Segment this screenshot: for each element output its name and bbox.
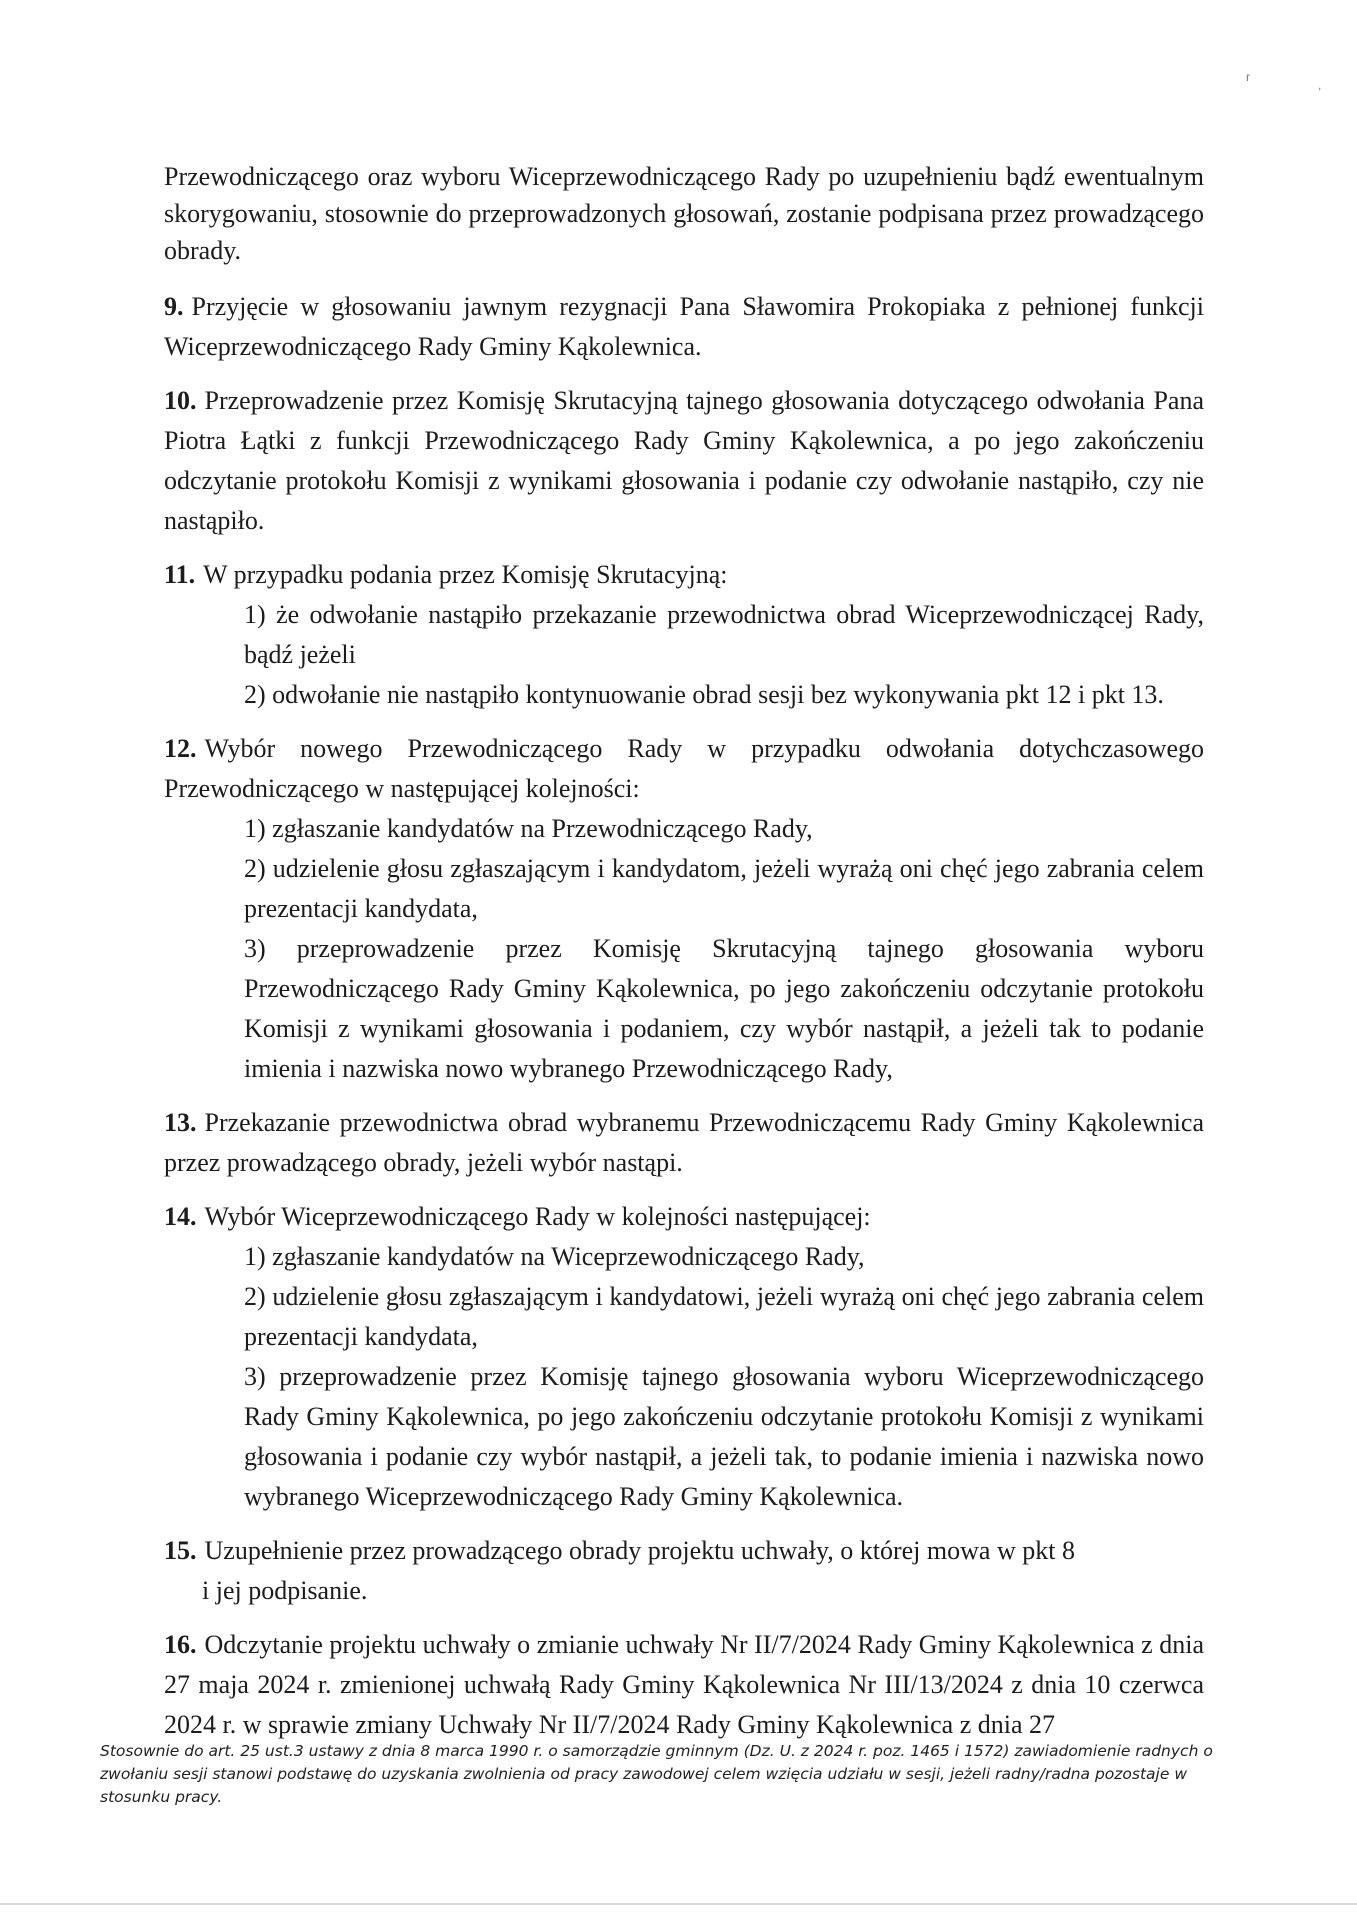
sub-item: 2) udzielenie głosu zgłaszającym i kandydatowi, jeżeli wyrażą oni chęć jego zabrania celem prezentacji kandydata, — [244, 1282, 1204, 1351]
item-text: Przyjęcie w głosowaniu jawnym rezygnacji Pana Sławomira Prokopiaka z pełnionej funkcji Wiceprzewodniczącego Rady Gminy Kąkolewnica. — [164, 292, 1204, 361]
item-number: 12. — [164, 734, 197, 763]
sub-item: 1) zgłaszanie kandydatów na Wiceprzewodniczącego Rady, — [244, 1242, 865, 1271]
sub-item: 3) przeprowadzenie przez Komisję Skrutacyjną tajnego głosowania wyboru Przewodniczącego Rady Gminy Kąkolewnica, po jego zakończeniu odczytanie protokołu Komisji z wynikami głosowania i podaniem, czy wybór nastąpił, a jeżeli tak to podanie imienia i nazwiska nowo wybranego Przewodniczącego Rady, — [244, 934, 1204, 1083]
item-continuation: i jej podpisanie. — [202, 1576, 368, 1605]
intro-paragraph: Przewodniczącego oraz wyboru Wiceprzewodniczącego Rady po uzupełnieniu bądź ewentualnym skorygowaniu, stosownie do przeprowadzonych głosowań, zostanie podpisana przez prowadzącego obrady. — [164, 162, 1204, 265]
item-text: Odczytanie projektu uchwały o zmianie uchwały Nr II/7/2024 Rady Gminy Kąkolewnica z dnia 27 maja 2024 r. zmienionej uchwałą Rady Gminy Kąkolewnica Nr III/13/2024 z dnia 10 czerwca 2024 r. w sprawie zmiany Uchwały Nr II/7/2024 Rady Gminy Kąkolewnica z dnia 27 — [164, 1630, 1204, 1739]
list-item-10 — [164, 381, 1204, 541]
item-number: 16. — [164, 1630, 197, 1659]
document-body — [164, 158, 1204, 1745]
list-item-13 — [164, 1103, 1204, 1183]
item-number: 9. — [164, 292, 184, 321]
sub-item: 1) że odwołanie nastąpiło przekazanie przewodnictwa obrad Wiceprzewodniczącej Rady, bądź jeżeli — [244, 600, 1204, 669]
scan-mark: , — [1318, 78, 1322, 92]
footnote: Stosownie do art. 25 ust.3 ustawy z dnia 8 marca 1990 r. o samorządzie gminnym (Dz. U. z 2024 r. poz. 1465 i 1572) zawiadomienie radnych o zwołaniu sesji stanowi podstawę do uzyskania zwolnienia od pracy zawodowej celem wzięcia udziału w sesji, jeżeli radny/radna pozostaje w stosunku pracy. — [100, 1742, 1213, 1806]
sub-item: 2) udzielenie głosu zgłaszającym i kandydatom, jeżeli wyrażą oni chęć jego zabrania celem prezentacji kandydata, — [244, 854, 1204, 923]
list-item-16 — [164, 1625, 1204, 1745]
scan-mark: r — [1246, 70, 1250, 84]
list-item-12 — [164, 729, 1204, 1089]
item-text: Wybór Wiceprzewodniczącego Rady w kolejności następującej: — [204, 1202, 871, 1231]
sub-item: 1) zgłaszanie kandydatów na Przewodniczącego Rady, — [244, 814, 813, 843]
item-text: Przekazanie przewodnictwa obrad wybranemu Przewodniczącemu Rady Gminy Kąkolewnica przez prowadzącego obrady, jeżeli wybór nastąpi. — [164, 1108, 1204, 1177]
item-number: 14. — [164, 1202, 197, 1231]
list-item-14 — [164, 1197, 1204, 1517]
sub-item: 3) przeprowadzenie przez Komisję tajnego głosowania wyboru Wiceprzewodniczącego Rady Gminy Kąkolewnica, po jego zakończeniu odczytanie protokołu Komisji z wynikami głosowania i podanie czy wybór nastąpił, a jeżeli tak, to podanie imienia i nazwiska nowo wybranego Wiceprzewodniczącego Rady Gminy Kąkolewnica. — [244, 1362, 1204, 1511]
page-bottom-edge — [0, 1903, 1357, 1905]
list-item-15 — [164, 1531, 1204, 1611]
list-item-11 — [164, 555, 1204, 715]
item-text: Przeprowadzenie przez Komisję Skrutacyjną tajnego głosowania dotyczącego odwołania Pana Piotra Łątki z funkcji Przewodniczącego Rady Gminy Kąkolewnica, a po jego zakończeniu odczytanie protokołu Komisji z wynikami głosowania i podanie czy odwołanie nastąpiło, czy nie nastąpiło. — [164, 386, 1204, 535]
item-number: 15. — [164, 1536, 197, 1565]
item-number: 10. — [164, 386, 197, 415]
list-item-9 — [164, 287, 1204, 367]
item-number: 11. — [164, 560, 196, 589]
sub-item: 2) odwołanie nie nastąpiło kontynuowanie obrad sesji bez wykonywania pkt 12 i pkt 13. — [244, 680, 1164, 709]
item-text: Wybór nowego Przewodniczącego Rady w przypadku odwołania dotychczasowego Przewodniczącego w następującej kolejności: — [164, 734, 1204, 803]
item-text: W przypadku podania przez Komisję Skrutacyjną: — [203, 560, 728, 589]
item-number: 13. — [164, 1108, 197, 1137]
item-text: Uzupełnienie przez prowadzącego obrady projektu uchwały, o której mowa w pkt 8 — [204, 1536, 1075, 1565]
